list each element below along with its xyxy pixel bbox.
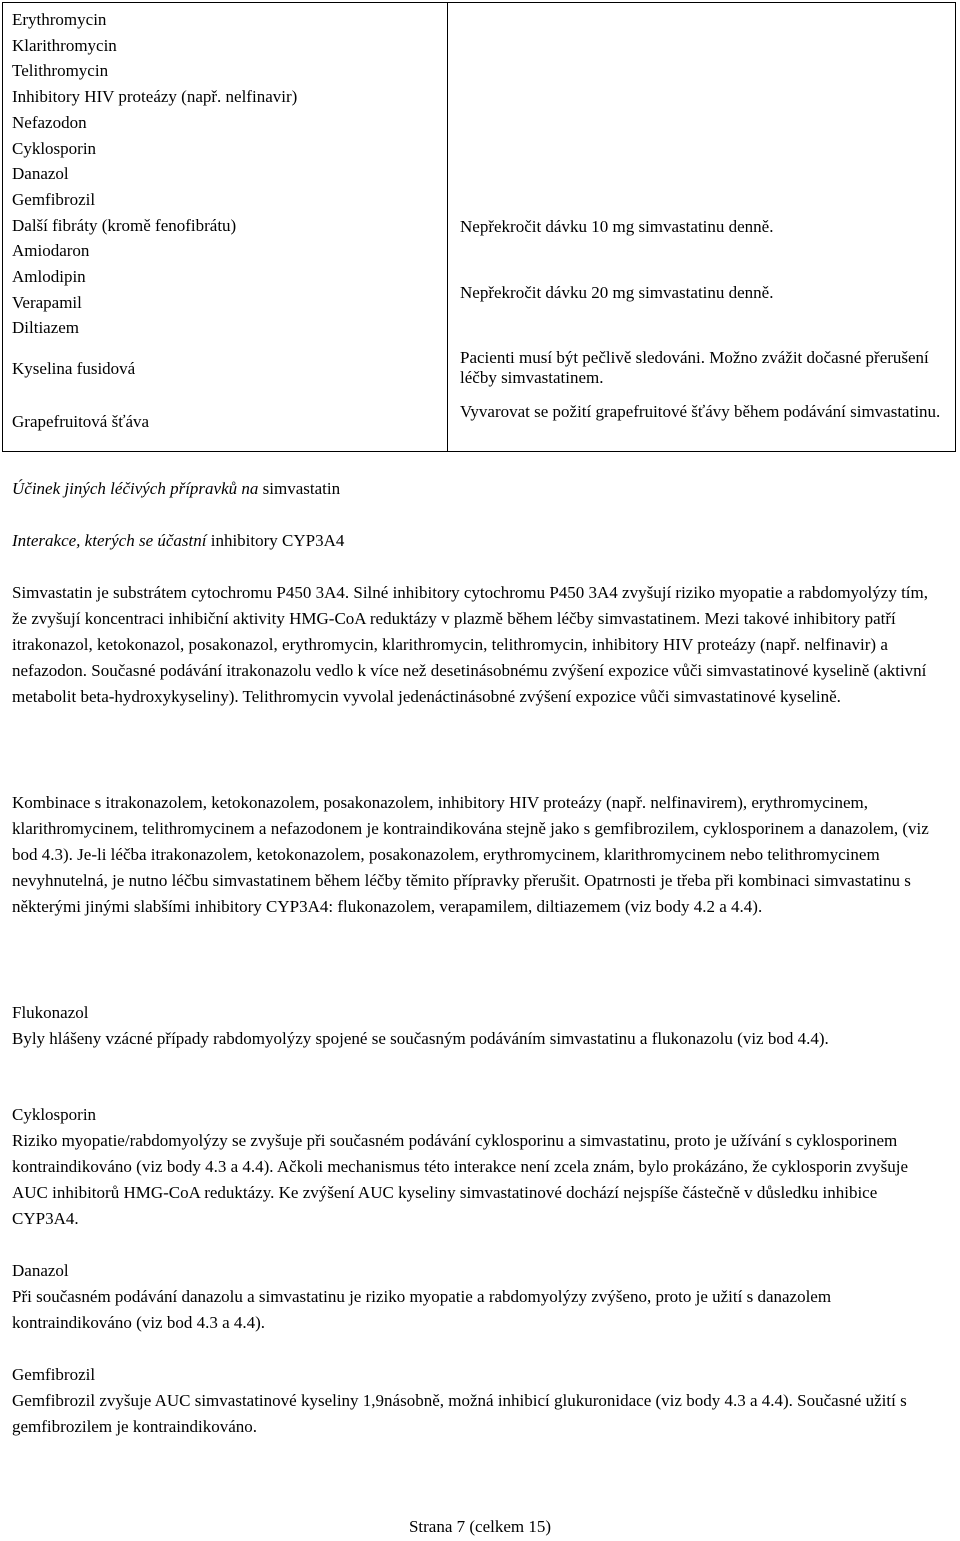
drug-list-cell <box>3 3 448 452</box>
subsection-title: Cyklosporin <box>12 1105 97 1124</box>
drug-name: Další fibráty (kromě fenofibrátu) <box>12 215 237 235</box>
drug-group <box>12 409 447 435</box>
drug-name: Amlodipin <box>12 267 86 287</box>
subsection-text: Byly hlášeny vzácné případy rabdomyolýzy spojené se současným podáváním simvastatinu a flukonazolu (viz bod 4.4). <box>12 1029 829 1048</box>
drug-name: Danazol <box>12 164 69 184</box>
recommendation-text: Vyvarovat se požití grapefruitové šťávy během podávání simvastatinu. <box>460 402 941 421</box>
drug-group <box>12 356 447 382</box>
drug-name: Nefazodon <box>12 112 87 132</box>
section-heading-italic: Účinek jiných léčivých přípravků na <box>12 479 259 498</box>
subsection-heading-italic: Interakce, kterých se účastní <box>12 531 207 550</box>
subsection-title: Gemfibrozil <box>12 1365 96 1384</box>
drug-name: Erythromycin <box>12 10 107 29</box>
drug-name: Verapamil <box>12 292 82 312</box>
section-heading <box>12 479 340 499</box>
combination-paragraph: Kombinace s itrakonazolem, ketokonazolem, posakonazolem, inhibitory HIV proteázy (např. nelfinavirem), erythromycinem, klarithromycinem, telithromycinem a nefazodonem je kontraindikována stejně jako s gemfibrozilem, cyklosporinem a danazolem, (viz bod 4.3). Je-li léčba itrakonazolem, ketokonazolem, posakonazolem, erythromycinem, klarithromycinem nebo telithromycinem nevyhnutelná, je nutno léčbu simvastatinem během léčby těmito přípravky přerušit. Opatrnosti je třeba při kombinaci simvastatinu s některými jinými slabšími inhibitory CYP3A4: flukonazolem, verapamilem, diltiazemem (viz body 4.2 a 4.4). <box>12 793 929 916</box>
interaction-table <box>2 2 956 452</box>
drug-group <box>12 238 447 341</box>
subsection-title: Danazol <box>12 1261 69 1280</box>
recommendation-text: Nepřekročit dávku 10 mg simvastatinu denně. <box>460 217 774 236</box>
subsection-heading <box>12 531 344 551</box>
page-number: Strana 7 (celkem 15) <box>408 1517 552 1536</box>
drug-name: Inhibitory HIV proteázy (např. nelfinavir) <box>12 87 298 107</box>
cyp3a4-paragraph: Simvastatin je substrátem cytochromu P450 3A4. Silné inhibitory cytochromu P450 3A4 zvyšují riziko myopatie a rabdomyolýzy tím, že zvyšují koncentraci inhibiční aktivity HMG-CoA reduktázy v plazmě během léčby simvastatinem. Mezi takové inhibitory patří itrakonazol, ketokonazol, posakonazol, erythromycin, klarithromycin, telithromycin, inhibitory HIV proteázy (např. nelfinavir) a nefazodon. Současné podávání itrakonazolu vedlo k více než desetinásobnému zvýšení expozice vůči simvastatinové kyselině (aktivní metabolit beta-hydroxykyseliny). Telithromycin vyvolal jedenáctinásobné zvýšení expozice vůči simvastatinové kyselině. <box>12 583 928 706</box>
subsection-text: Gemfibrozil zvyšuje AUC simvastatinové kyseliny 1,9násobně, možná inhibicí glukuronidace (viz body 4.3 a 4.4). Současné užití s gemfibrozilem je kontraindikováno. <box>12 1391 907 1436</box>
subsection-text: Riziko myopatie/rabdomyolýzy se zvyšuje při současném podávání cyklosporinu a simvastatinu, proto je užívání s cyklosporinem kontraindikováno (viz body 4.3 a 4.4). Ačkoli mechanismus této interakce není zcela znám, bylo prokázáno, že cyklosporin zvyšuje AUC inhibitorů HMG-CoA reduktázy. Ke zvýšení AUC kyseliny simvastatinové dochází nejspíše částečně v důsledku inhibice CYP3A4. <box>12 1131 909 1228</box>
drug-group <box>12 7 447 238</box>
drug-name: Amiodaron <box>12 241 90 261</box>
subsection-title: Flukonazol <box>12 1003 89 1022</box>
drug-name: Kyselina fusidová <box>12 359 136 379</box>
section-heading-normal: simvastatin <box>262 479 341 498</box>
recommendation-text: Nepřekročit dávku 20 mg simvastatinu denně. <box>460 283 774 302</box>
table-row <box>3 3 956 452</box>
subsection-text: Při současném podávání danazolu a simvastatinu je riziko myopatie a rabdomyolýzy zvýšeno, proto je užití s danazolem kontraindikováno (viz bod 4.3 a 4.4). <box>12 1287 832 1332</box>
drug-name: Klarithromycin <box>12 35 117 55</box>
drug-name: Cyklosporin <box>12 138 97 158</box>
drug-name: Gemfibrozil <box>12 189 96 209</box>
drug-name: Diltiazem <box>12 318 80 338</box>
recommendation-text: Pacienti musí být pečlivě sledováni. Možno zvážit dočasné přerušení léčby simvastatinem. <box>460 348 929 387</box>
subsection-heading-normal: inhibitory CYP3A4 <box>210 531 345 550</box>
recommendation-cell <box>448 3 956 452</box>
drug-name: Telithromycin <box>12 61 109 81</box>
drug-name: Grapefruitová šťáva <box>12 411 150 431</box>
